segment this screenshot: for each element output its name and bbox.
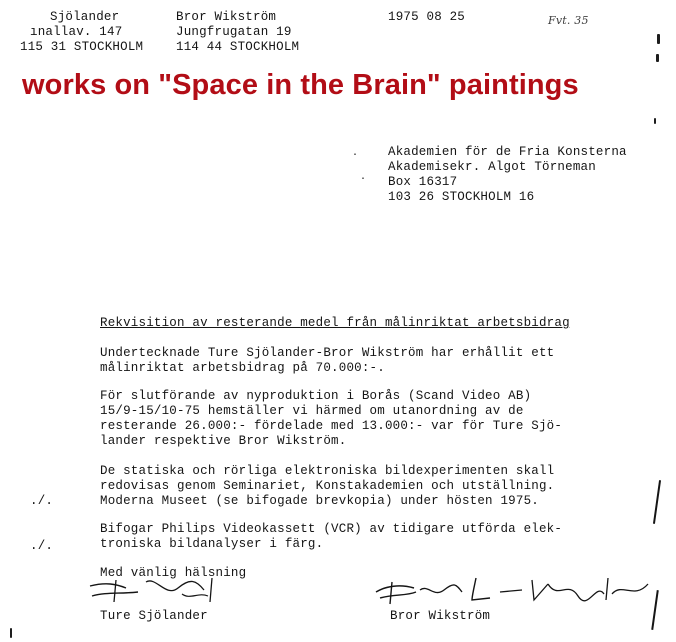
scan-artifact bbox=[10, 628, 12, 638]
scan-artifact bbox=[654, 118, 656, 124]
sender1-street: ınallav. 147 bbox=[30, 25, 123, 39]
signatory-right-name: Bror Wikström bbox=[390, 609, 491, 623]
margin-mark-2: ./. bbox=[30, 539, 54, 553]
paragraph-3-line-3: Moderna Museet (se bifogade brevkopia) under hösten 1975. bbox=[100, 494, 539, 508]
closing-greeting: Med vänlig hälsning bbox=[100, 566, 247, 580]
signature-right-handwritten bbox=[372, 570, 662, 610]
recipient-line1: Akademien för de Fria Konsterna bbox=[388, 145, 627, 159]
scan-artifact bbox=[653, 480, 661, 524]
scan-artifact bbox=[656, 54, 659, 62]
subject-line: Rekvisition av resterande medel från målinriktat arbetsbidrag bbox=[100, 316, 570, 330]
sender2-street: Jungfrugatan 19 bbox=[176, 25, 292, 39]
recipient-line2: Akademisekr. Algot Törneman bbox=[388, 160, 596, 174]
paragraph-1-line-2: målinriktat arbetsbidrag på 70.000:-. bbox=[100, 361, 385, 375]
bullet-mark: · bbox=[360, 174, 367, 185]
paragraph-4-line-1: Bifogar Philips Videokassett (VCR) av tidigare utförda elek- bbox=[100, 522, 563, 536]
recipient-line3: Box 16317 bbox=[388, 175, 458, 189]
paragraph-2-line-4: lander respektive Bror Wikström. bbox=[100, 434, 347, 448]
sender2-city: 114 44 STOCKHOLM bbox=[176, 40, 300, 54]
sender2-name: Bror Wikström bbox=[176, 10, 277, 24]
signature-left-handwritten bbox=[86, 572, 246, 606]
paragraph-2-line-1: För slutförande av nyproduktion i Borås (Scand Video AB) bbox=[100, 389, 532, 403]
signatory-left-name: Ture Sjölander bbox=[100, 609, 208, 623]
recipient-line4: 103 26 STOCKHOLM 16 bbox=[388, 190, 535, 204]
margin-mark-1: ./. bbox=[30, 494, 54, 508]
overlay-title: works on "Space in the Brain" paintings bbox=[22, 69, 579, 101]
letter-date: 1975 08 25 bbox=[388, 10, 466, 24]
paragraph-2-line-2: 15/9-15/10-75 hemställer vi härmed om utanordning av de bbox=[100, 404, 524, 418]
sender1-name: Sjölander bbox=[50, 10, 120, 24]
scan-artifact bbox=[657, 34, 660, 44]
sender1-city: 115 31 STOCKHOLM bbox=[20, 40, 144, 54]
corner-note: Fvt. 35 bbox=[548, 14, 589, 27]
paragraph-4-line-2: troniska bildanalyser i färg. bbox=[100, 537, 324, 551]
paragraph-3-line-2: redovisas genom Seminariet, Konstakademien och utställning. bbox=[100, 479, 555, 493]
bullet-mark: · bbox=[352, 150, 359, 161]
paragraph-1-line-1: Undertecknade Ture Sjölander-Bror Wikström har erhållit ett bbox=[100, 346, 555, 360]
paragraph-3-line-1: De statiska och rörliga elektroniska bildexperimenten skall bbox=[100, 464, 555, 478]
paragraph-2-line-3: resterande 26.000:- fördelade med 13.000:- var för Ture Sjö- bbox=[100, 419, 563, 433]
